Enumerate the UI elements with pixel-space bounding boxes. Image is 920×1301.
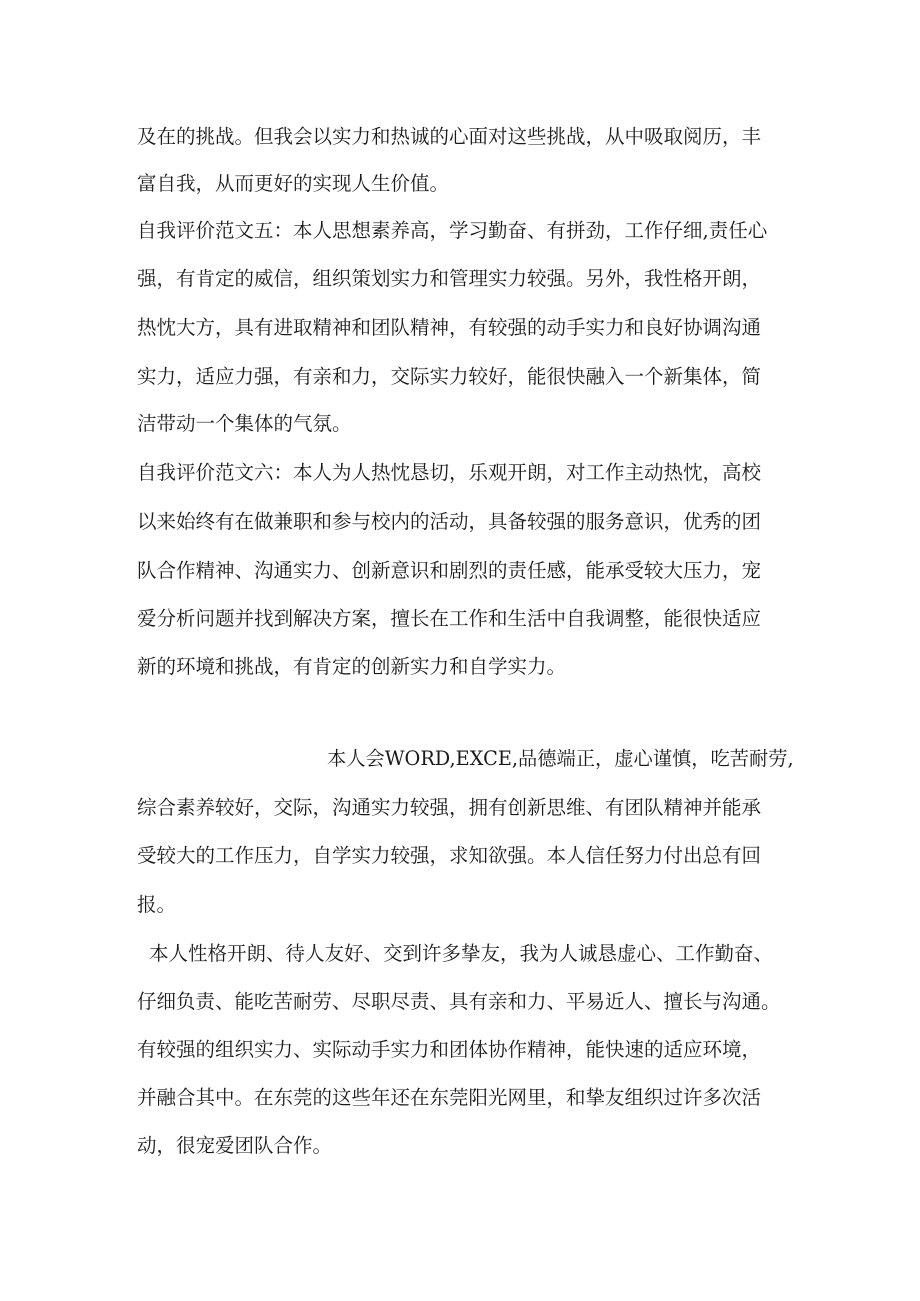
text-line: 自我评价范文六：本人为人热忱恳切，乐观开朗，对工作主动热忱，高校 [137, 461, 762, 484]
text-line: 热忱大方，具有进取精神和团队精神，有较强的动手实力和良好协调沟通 [137, 316, 762, 339]
text-line: 实力，适应力强，有亲和力，交际实力较好，能很快融入一个新集体，简 [137, 365, 762, 388]
text-line: 爱分析问题并找到解决方案，擅长在工作和生活中自我调整，能很快适应 [137, 607, 762, 630]
text-line: 并融合其中。在东莞的这些年还在东莞阳光网里，和挚友组织过许多次活 [137, 1086, 762, 1109]
text-line: 富自我，从而更好的实现人生价值。 [137, 172, 450, 195]
text-line: 受较大的工作压力，自学实力较强，求知欲强。本人信任努力付出总有回 [137, 844, 762, 867]
text-line: 强，有肯定的威信，组织策划实力和管理实力较强。另外，我性格开朗， [137, 267, 762, 290]
text-line: 综合素养较好，交际，沟通实力较强，拥有创新思维、有团队精神并能承 [137, 796, 762, 819]
text-line: 报。 [137, 893, 177, 916]
text-line: 队合作精神、沟通实力、创新意识和剧烈的责任感，能承受较大压力，宠 [137, 559, 762, 582]
text-line: 以来始终有在做兼职和参与校内的活动，具备较强的服务意识，优秀的团 [137, 510, 762, 533]
text-line: 仔细负责、能吃苦耐劳、尽职尽责、具有亲和力、平易近人、擅长与沟通。 [137, 990, 781, 1013]
text-line: 动，很宠爱团队合作。 [137, 1134, 333, 1157]
text-line: 本人性格开朗、待人友好、交到许多挚友，我为人诚恳虚心、工作勤奋、 [149, 942, 774, 965]
text-line: 新的环境和挑战，有肯定的创新实力和自学实力。 [137, 655, 567, 678]
text-line: 有较强的组织实力、实际动手实力和团体协作精神，能快速的适应环境， [137, 1038, 762, 1061]
text-line: 本人会WORD,EXCE,品德端正，虚心谨慎，吃苦耐劳, [327, 747, 794, 770]
text-line: 自我评价范文五：本人思想素养高，学习勤奋、有拼劲，工作仔细,责任心 [137, 219, 768, 242]
text-line: 及在的挑战。但我会以实力和热诚的心面对这些挑战，从中吸取阅历，丰 [137, 125, 762, 148]
text-line: 洁带动一个集体的气氛。 [137, 412, 352, 435]
